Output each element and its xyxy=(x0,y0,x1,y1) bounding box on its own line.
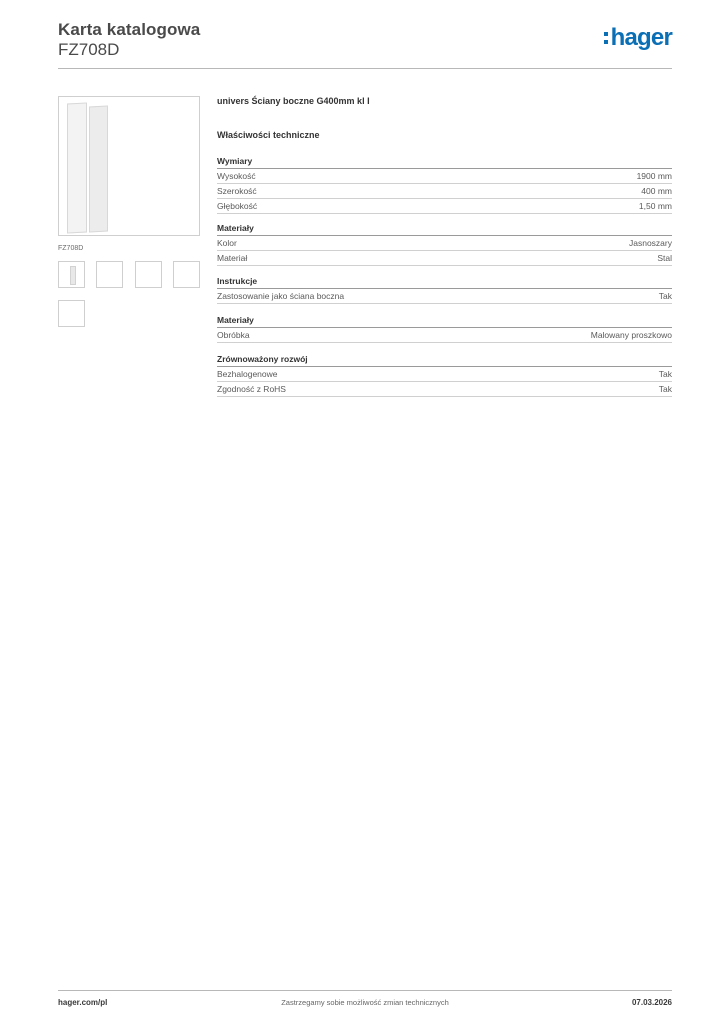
group-dimensions xyxy=(217,155,672,214)
side-panel-icon xyxy=(67,102,87,233)
panel-thumbnail-icon xyxy=(70,266,76,285)
group-materials xyxy=(217,222,672,266)
website-link[interactable]: hager.com/pl xyxy=(58,998,108,1007)
logo-colon-icon xyxy=(604,29,609,44)
group-title: Materiały xyxy=(217,314,672,328)
group-title: Materiały xyxy=(217,222,672,236)
header-divider xyxy=(58,68,672,69)
spec-label: Wysokość xyxy=(217,171,256,181)
thumbnail-3[interactable] xyxy=(135,261,162,288)
spec-label: Obróbka xyxy=(217,330,250,340)
thumbnail-2[interactable] xyxy=(96,261,123,288)
spec-row xyxy=(217,251,672,266)
spec-value: 1,50 mm xyxy=(638,201,672,211)
image-caption: FZ708D xyxy=(58,245,84,252)
group-sustainability xyxy=(217,353,672,397)
thumbnail-4[interactable] xyxy=(173,261,200,288)
thumbnail-5[interactable] xyxy=(58,300,85,327)
disclaimer-note: Zastrzegamy sobie możliwość zmian technicznych xyxy=(281,998,449,1007)
document-title: Karta katalogowa xyxy=(58,20,201,39)
spec-value: Stal xyxy=(657,253,672,263)
product-code: FZ708D xyxy=(58,40,120,59)
footer-divider xyxy=(58,990,672,991)
group-instructions xyxy=(217,275,672,304)
document-date: 07.03.2026 xyxy=(631,998,672,1007)
side-panel-icon xyxy=(89,106,108,233)
group-title: Instrukcje xyxy=(217,275,672,289)
spec-value: Tak xyxy=(658,369,672,379)
product-name: univers Ściany boczne G400mm kl I xyxy=(217,96,370,106)
logo-text: hager xyxy=(610,24,672,51)
thumbnail-1[interactable] xyxy=(58,261,85,288)
group-title: Wymiary xyxy=(217,155,672,169)
spec-row xyxy=(217,184,672,199)
spec-label: Materiał xyxy=(217,253,248,263)
spec-row xyxy=(217,328,672,343)
spec-row xyxy=(217,199,672,214)
spec-row xyxy=(217,169,672,184)
document-header xyxy=(58,18,672,70)
spec-label: Głębokość xyxy=(217,201,258,211)
hager-logo xyxy=(604,26,672,50)
spec-label: Kolor xyxy=(217,238,237,248)
group-finish xyxy=(217,314,672,343)
spec-label: Szerokość xyxy=(217,186,257,196)
spec-value: 400 mm xyxy=(641,186,672,196)
section-heading: Właściwości techniczne xyxy=(217,130,320,140)
spec-row xyxy=(217,367,672,382)
spec-row xyxy=(217,289,672,304)
spec-label: Zgodność z RoHS xyxy=(217,384,286,394)
spec-row xyxy=(217,382,672,397)
spec-label: Zastosowanie jako ściana boczna xyxy=(217,291,345,301)
spec-value: Jasnoszary xyxy=(629,238,672,248)
spec-value: Malowany proszkowo xyxy=(590,330,672,340)
spec-label: Bezhalogenowe xyxy=(217,369,278,379)
document-footer xyxy=(58,998,672,1010)
spec-value: 1900 mm xyxy=(636,171,672,181)
group-title: Zrównoważony rozwój xyxy=(217,353,672,367)
spec-row xyxy=(217,236,672,251)
spec-value: Tak xyxy=(658,291,672,301)
product-image[interactable] xyxy=(58,96,200,236)
spec-value: Tak xyxy=(658,384,672,394)
